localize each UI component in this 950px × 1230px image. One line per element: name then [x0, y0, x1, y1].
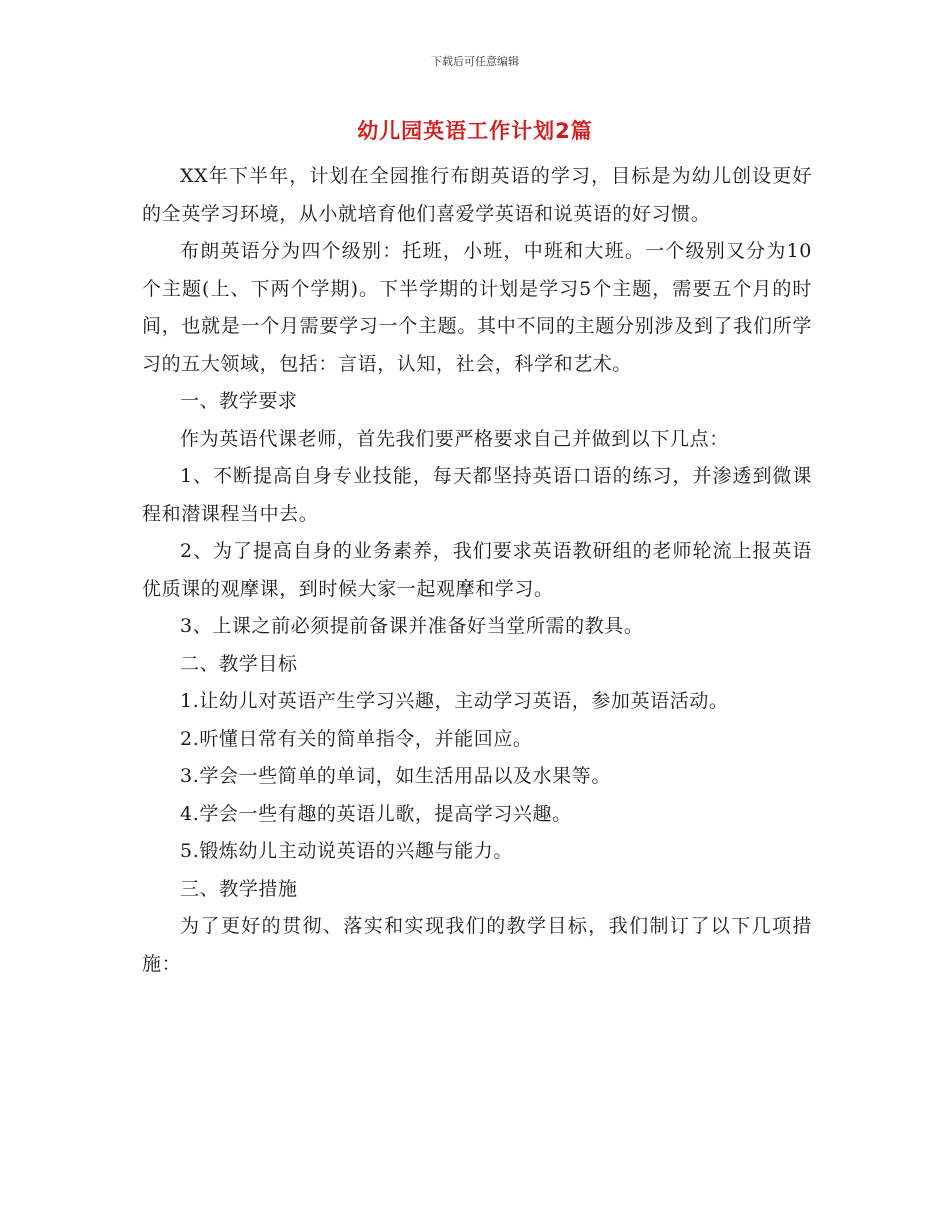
list-item: 2、为了提高自身的业务素养，我们要求英语教研组的老师轮流上报英语优质课的观摩课，到时候大家一起观摩和学习。	[142, 540, 812, 600]
header-note: 下载后可任意编辑	[431, 55, 519, 68]
section-heading: 三、教学措施	[180, 877, 298, 900]
section-heading: 一、教学要求	[180, 390, 298, 412]
section-heading: 二、教学目标	[180, 652, 298, 675]
paragraph: 作为英语代课老师，首先我们要严格要求自己并做到以下几点：	[180, 427, 729, 450]
paragraph: 为了更好的贯彻、落实和实现我们的教学目标，我们制订了以下几项措施：	[142, 915, 812, 975]
list-item: 1、不断提高自身专业技能，每天都坚持英语口语的练习，并渗透到微课程和潜课程当中去。	[142, 465, 812, 525]
list-item: 4.学会一些有趣的英语儿歌，提高学习兴趣。	[180, 802, 572, 825]
list-item: 2.听懂日常有关的简单指令，并能回应。	[180, 727, 533, 750]
document-title: 幼儿园英语工作计划2篇	[357, 119, 593, 143]
list-item: 3、上课之前必须提前备课并准备好当堂所需的教具。	[180, 615, 644, 637]
list-item: 1.让幼儿对英语产生学习兴趣，主动学习英语，参加英语活动。	[180, 690, 729, 712]
list-item: 5.锻炼幼儿主动说英语的兴趣与能力。	[180, 840, 513, 862]
paragraph: XX年下半年，计划在全园推行布朗英语的学习，目标是为幼儿创设更好的全英学习环境，从小就培育他们喜爱学英语和说英语的好习惯。	[142, 165, 812, 225]
list-item: 3.学会一些简单的单词，如生活用品以及水果等。	[180, 765, 611, 787]
paragraph: 布朗英语分为四个级别：托班，小班，中班和大班。一个级别又分为10个主题(上、下两个学期)。下半学期的计划是学习5个主题，需要五个月的时间，也就是一个月需要学习一个主题。其中不同的主题分别涉及到了我们所学习的五大领域，包括：言语，认知，社会，科学和艺术。	[142, 240, 812, 375]
document-body	[142, 158, 812, 983]
